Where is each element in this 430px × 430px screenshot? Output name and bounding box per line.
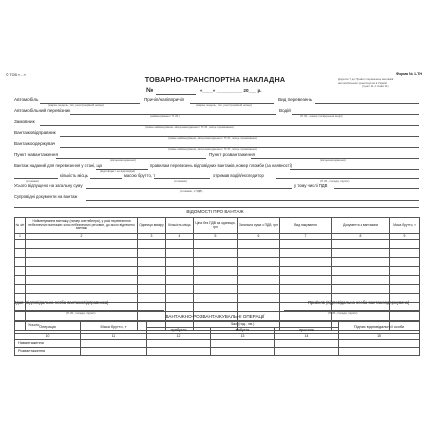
- table-row[interactable]: [15, 275, 420, 284]
- ops-col-arrival: прибуття: [147, 328, 211, 334]
- col-number: 3: [138, 234, 166, 240]
- col-number: 9: [390, 234, 420, 240]
- trailer-label: Причіп/напівпричіп: [144, 97, 185, 102]
- col-header-no: № з/п: [15, 218, 26, 234]
- col-number: 6: [238, 234, 280, 240]
- col-number: 11: [81, 334, 147, 340]
- driver-label: Водій: [279, 108, 291, 113]
- received-by-caption: (П.І.Б., посада, підпис): [320, 178, 350, 183]
- operations-heading: ВАНТАЖНО-РОЗВАНТАЖУВАЛЬНІ ОПЕРАЦІЇ: [165, 314, 265, 319]
- loading-point-caption: (місцезнаходження): [110, 158, 136, 162]
- cargo-state-caption: (відповідає / не відповідає): [100, 169, 136, 173]
- date-field[interactable]: «____» __________ 20___ р.: [200, 88, 262, 93]
- received-by-label: отримав водій/експедитор: [213, 172, 264, 178]
- seal-number-label: номер пломби (за наявності): [236, 163, 293, 168]
- accepted-by-caption: (П.І.Б., посада, підпис): [328, 311, 358, 315]
- consignee-caption: (повне найменування, місцезнаходження / П.І.Б., місце проживання): [168, 147, 257, 151]
- driver-caption: (П.І.Б., номер посвідчення водія): [300, 114, 343, 118]
- col-number: 2: [26, 234, 138, 240]
- carrier-caption: (найменування / П.І.Б.): [150, 114, 180, 118]
- col-number: 5: [194, 234, 238, 240]
- table-row[interactable]: [15, 239, 420, 248]
- col-header-name: Найменування вантажу (номер контейнера), у разі перевезення небезпечних вантажів: клас небезпечних речовин, до якого віднесено вантаж: [26, 218, 138, 234]
- number-field[interactable]: [156, 94, 196, 95]
- col-header-mass: Маса брутто, т: [390, 218, 420, 234]
- trailer-caption: (марка, модель, тип, реєстраційний номер): [196, 103, 253, 107]
- ops-col-mass: Маса брутто, т: [81, 322, 147, 334]
- incl-vat-field[interactable]: [334, 188, 419, 189]
- col-header-places: Кількість місць: [166, 218, 194, 234]
- cargo-state-label: Вантаж наданий для перевезення у стані, що: [14, 163, 103, 168]
- col-header-unit: Одиниця виміру: [138, 218, 166, 234]
- transport-type-field[interactable]: [315, 103, 419, 104]
- form-note-1: Додаток 7 до Правил перевезень вантажів: [338, 77, 394, 81]
- ops-col-departure: вибуття: [211, 328, 275, 334]
- table-row[interactable]: [15, 266, 420, 275]
- ops-row-unloading-label: Розвантаження: [15, 347, 81, 355]
- table-row[interactable]: [15, 339, 420, 347]
- places-count-caption: (словами): [26, 178, 39, 183]
- document-title: ТОВАРНО-ТРАНСПОРТНА НАКЛАДНА: [144, 75, 286, 84]
- gross-mass-label: масою брутто, т: [124, 172, 156, 178]
- col-header-packaging: Вид пакування: [280, 218, 332, 234]
- places-count-label: кількість місць: [60, 172, 88, 178]
- table-row[interactable]: [15, 347, 420, 355]
- accompanying-docs-label: Супровідні документи на вантаж: [14, 194, 78, 199]
- number-mark: №: [146, 87, 154, 94]
- customer-caption: (повне найменування, місцезнаходження / П.І.Б., місце проживання): [145, 125, 234, 129]
- vehicle-caption: (марка, модель, тип, реєстраційний номер): [48, 103, 105, 107]
- col-number: 13: [211, 334, 275, 340]
- total-sum-caption: (словами, з ПДВ): [180, 188, 203, 193]
- gross-mass-caption: (словами): [174, 178, 187, 183]
- operations-table: [14, 321, 420, 356]
- loading-point-label: Пункт навантаження: [14, 152, 58, 157]
- customer-label: Замовник: [14, 119, 35, 124]
- form-note-2: автомобільним транспортом в Україні: [338, 80, 387, 85]
- form-label: Форма № 1-ТН: [396, 72, 423, 76]
- unloading-point-caption: (місцезнаходження): [320, 158, 346, 162]
- carrier-label: Автомобільний перевізник: [14, 108, 71, 113]
- consignee-label: Вантажоодержувач: [14, 141, 56, 146]
- cargo-section-heading: ВІДОМОСТІ ПРО ВАНТАЖ: [186, 209, 244, 214]
- ops-col-time: Час (год., хв.): [147, 322, 339, 328]
- accompanying-docs-field[interactable]: [86, 200, 419, 201]
- transport-type-label: Вид перевезень: [278, 97, 313, 102]
- cargo-state-label-2: правилам перевезень відповідних вантажів,: [150, 163, 236, 168]
- col-number: 8: [332, 234, 390, 240]
- col-header-documents: Документи з вантажем: [332, 218, 390, 234]
- table-row[interactable]: [15, 248, 420, 257]
- col-number: 1: [15, 234, 26, 240]
- unloading-point-label: Пункт розвантаження: [209, 152, 256, 157]
- col-number: 12: [147, 334, 211, 340]
- ops-row-loading-label: Навантаження: [15, 339, 81, 347]
- shipper-label: Вантажовідправник: [14, 130, 56, 135]
- cargo-table-header: [15, 218, 420, 234]
- col-number: 7: [280, 234, 332, 240]
- shipper-caption: (повне найменування, місцезнаходження / П.І.Б., місце проживання): [168, 136, 257, 140]
- total-sum-label: Усього відпущено на загальну суму: [14, 182, 83, 188]
- accepted-by-label: Прийняв (відповідальна особа вантажоодержувача): [308, 300, 410, 305]
- col-number: 14: [275, 334, 339, 340]
- ops-col-idle: простою: [275, 328, 339, 334]
- handed-by-label: Здав (відповідальна особа вантажовідправника): [14, 300, 109, 305]
- waybill-form: [0, 69, 430, 361]
- table-row[interactable]: [15, 257, 420, 266]
- publisher-mark: © ТОВ «....»: [6, 73, 26, 77]
- col-number: 4: [166, 234, 194, 240]
- col-header-price: Ціна без ПДВ за одиницю, грн: [194, 218, 238, 234]
- form-note-3: (пункт 11.1 глави 11): [362, 84, 389, 88]
- col-number: 15: [339, 334, 420, 340]
- handed-by-caption: (П.І.Б., посада, підпис): [66, 311, 96, 315]
- table-row[interactable]: [15, 285, 420, 294]
- ops-col-operation: Операція: [15, 322, 81, 334]
- incl-vat-label: у тому числі ПДВ: [294, 182, 328, 188]
- col-header-total: Загальна сума з ПДВ, грн: [238, 218, 280, 234]
- col-number: 10: [15, 334, 81, 340]
- accompanying-docs-field-2[interactable]: [14, 207, 419, 208]
- cargo-total-label: Усього:: [26, 321, 138, 330]
- ops-col-signature: Підпис відповідальної особи: [339, 322, 420, 334]
- vehicle-label: Автомобіль: [14, 97, 39, 102]
- seal-number-field[interactable]: [290, 169, 419, 170]
- gross-mass-words-field[interactable]: [90, 178, 122, 179]
